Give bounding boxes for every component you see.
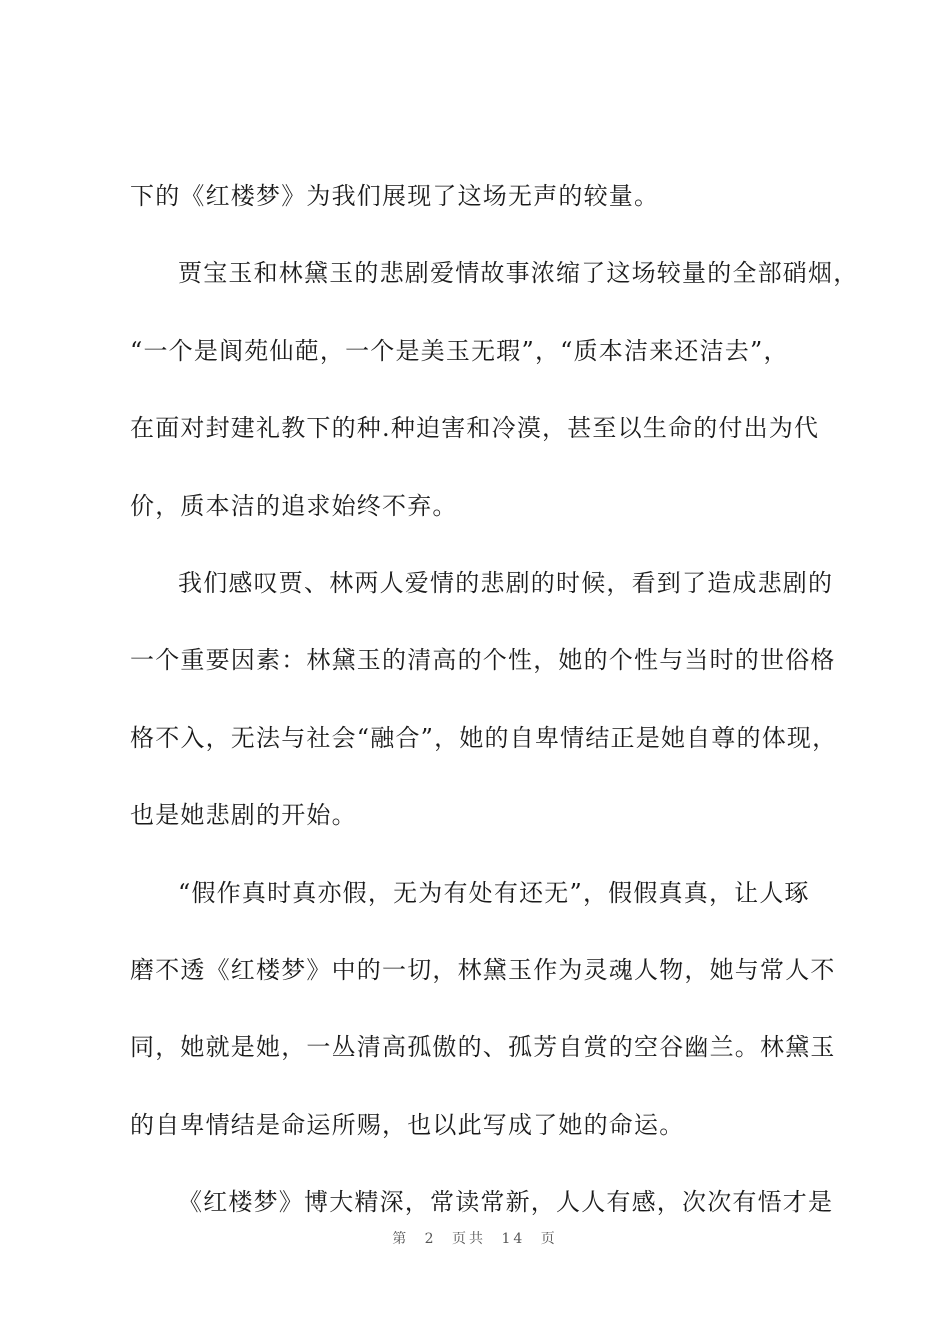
text-line: 在面对封建礼教下的种.种迫害和冷漠，甚至以生命的付出为代 bbox=[130, 414, 820, 443]
text-line: “一个是阆苑仙葩，一个是美玉无瑕”，“质本洁来还洁去”， bbox=[130, 336, 789, 365]
text-line: 一个重要因素：林黛玉的清高的个性，她的个性与当时的世俗格 bbox=[130, 646, 836, 675]
text-line: 我们感叹贾、林两人爱情的悲剧的时候，看到了造成悲剧的 bbox=[178, 568, 834, 597]
text-line: 贾宝玉和林黛玉的悲剧爱情故事浓缩了这场较量的全部硝烟， bbox=[178, 259, 859, 288]
page-footer: 第 2 页共 14 页 bbox=[392, 1231, 558, 1247]
text-line: 磨不透《红楼梦》中的一切，林黛玉作为灵魂人物，她与常人不 bbox=[130, 955, 836, 984]
text-line: 《红楼梦》博大精深，常读常新，人人有感，次次有悟才是 bbox=[178, 1188, 834, 1217]
text-line: 价，质本洁的追求始终不弃。 bbox=[130, 491, 458, 520]
text-line: 下的《红楼梦》为我们展现了这场无声的较量。 bbox=[130, 182, 660, 210]
body-text bbox=[130, 172, 860, 1255]
text-line: 格不入，无法与社会“融合”，她的自卑情结正是她自尊的体现， bbox=[130, 723, 838, 752]
text-line: 也是她悲剧的开始。 bbox=[130, 801, 357, 830]
text-line: 同，她就是她，一丛清高孤傲的、孤芳自赏的空谷幽兰。林黛玉 bbox=[130, 1033, 836, 1062]
text-line: 的自卑情结是命运所赐，也以此写成了她的命运。 bbox=[130, 1110, 685, 1139]
text-line: “假作真时真亦假，无为有处有还无”，假假真真，让人琢 bbox=[178, 878, 810, 907]
